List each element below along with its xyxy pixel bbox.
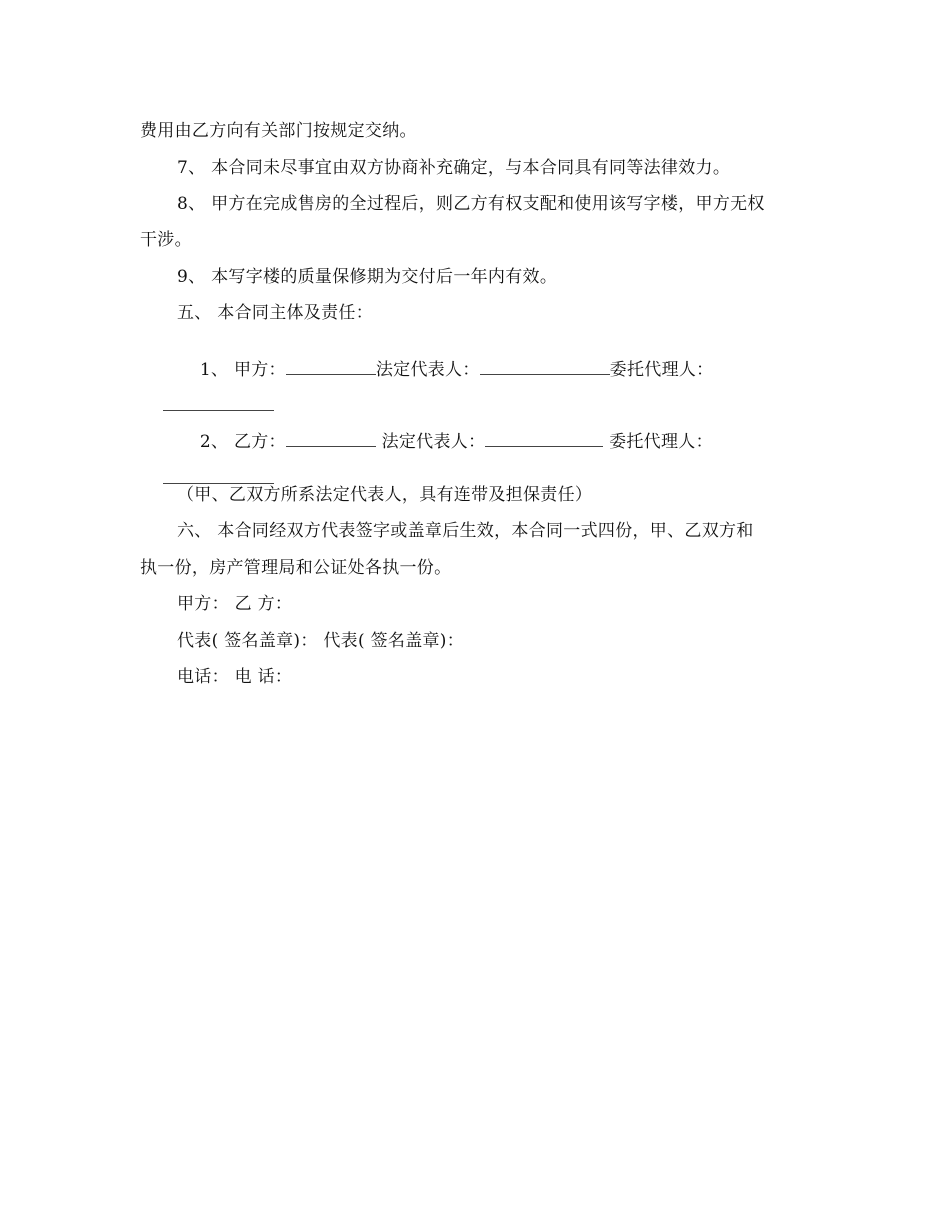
- clause-8-line-2: 干涉。: [140, 230, 192, 250]
- signature-parties: 甲方： 乙 方：: [177, 594, 293, 614]
- clause-8-line-1: 8、 甲方在完成售房的全过程后，则乙方有权支配和使用该写字楼，甲方无权: [177, 194, 765, 214]
- signature-phone: 电话： 电 话：: [177, 667, 293, 687]
- section-6-line-2: 执一份，房产管理局和公证处各执一份。: [140, 558, 452, 578]
- party-b-agent-blank: [163, 469, 274, 484]
- party-b-name-blank: [286, 432, 376, 447]
- party-b-agent-label: 委托代理人：: [603, 432, 713, 452]
- clause-7: 7、 本合同未尽事宜由双方协商补充确定，与本合同具有同等法律效力。: [177, 158, 731, 178]
- joint-liability-note: （甲、乙双方所系法定代表人，具有连带及担保责任）: [177, 485, 593, 505]
- section-6-line-1: 六、 本合同经双方代表签字或盖章后生效，本合同一式四份，甲、乙双方和: [177, 521, 754, 541]
- signature-representatives: 代表( 签名盖章)： 代表( 签名盖章)：: [177, 631, 465, 651]
- party-a-name-blank: [286, 360, 376, 375]
- paragraph-continuation: 费用由乙方向有关部门按规定交纳。: [140, 121, 417, 141]
- section-5-heading: 五、 本合同主体及责任：: [177, 303, 374, 323]
- party-a-agent-blank: [163, 396, 274, 411]
- party-b-legal-rep-label: 法定代表人：: [375, 432, 486, 452]
- party-b-label: 2、 乙方：: [199, 432, 286, 452]
- party-b-legal-rep-blank: [485, 432, 603, 447]
- party-a-agent-label: 委托代理人：: [609, 360, 714, 380]
- clause-9: 9、 本写字楼的质量保修期为交付后一年内有效。: [177, 267, 558, 287]
- party-a-legal-rep-blank: [480, 360, 610, 375]
- party-a-label: 1、 甲方：: [199, 360, 286, 380]
- party-a-legal-rep-label: 法定代表人：: [375, 360, 480, 380]
